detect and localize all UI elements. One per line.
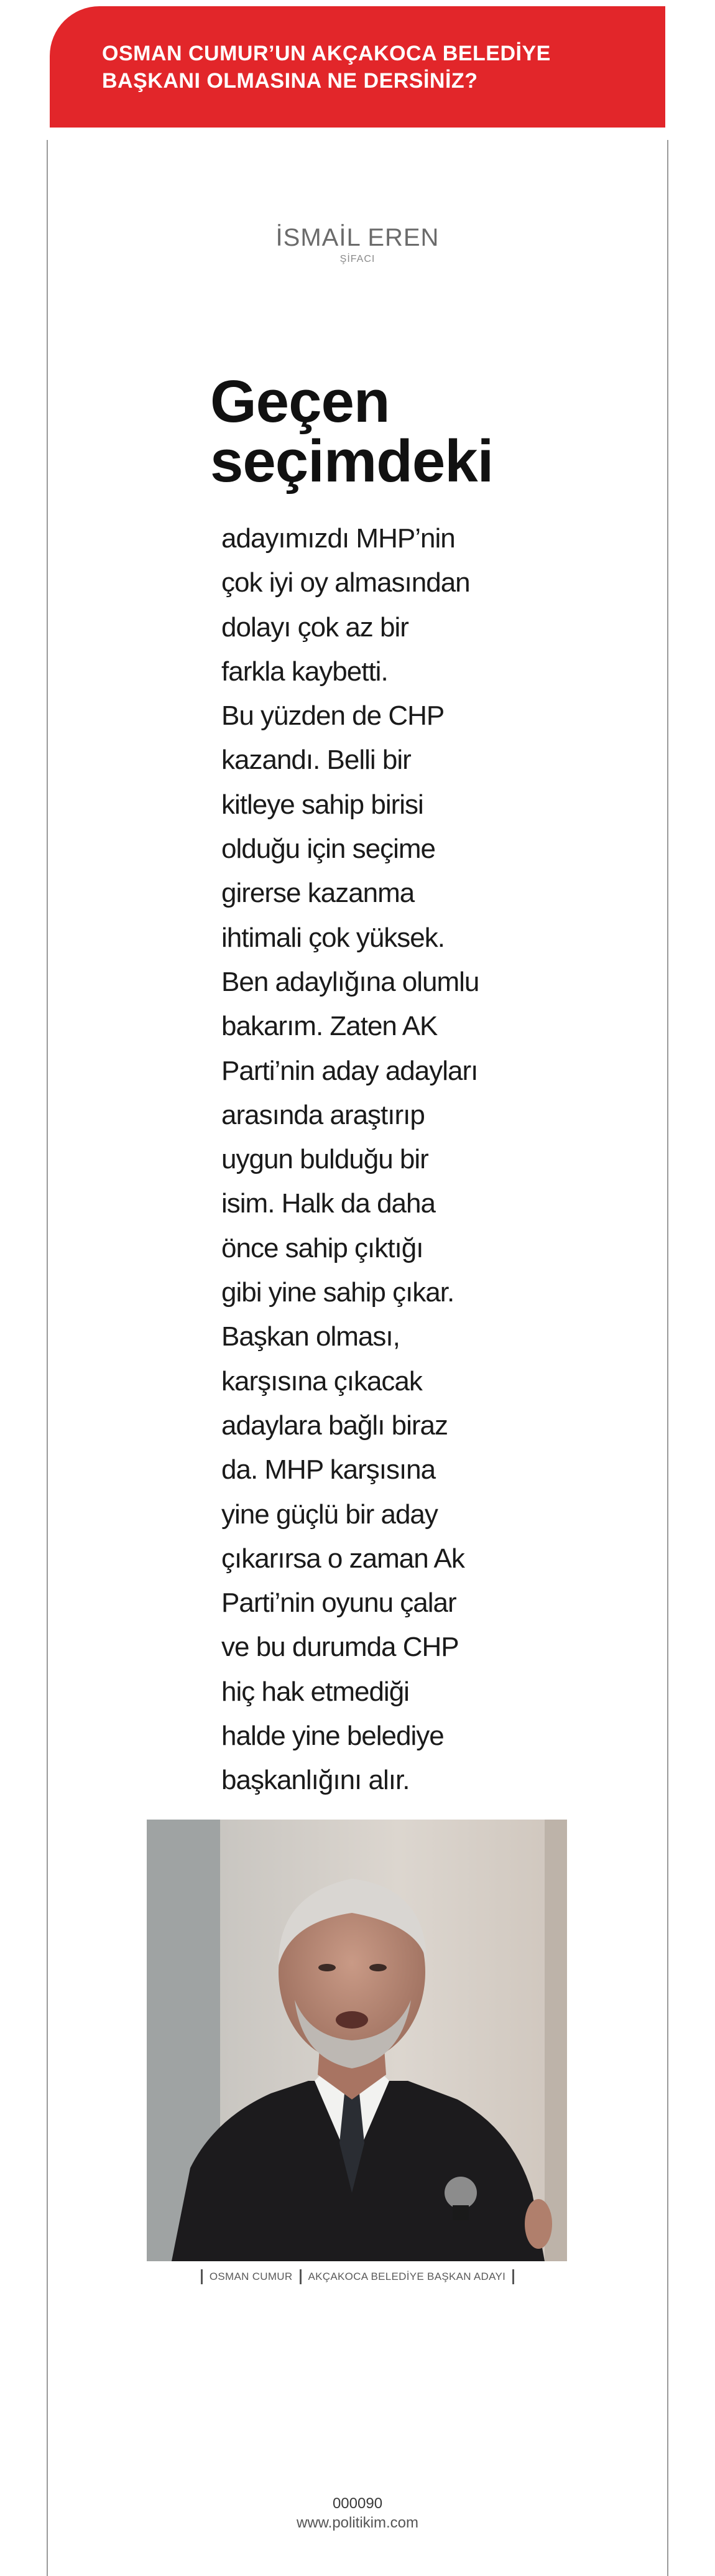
- body-line: çıkarırsa o zaman Ak: [221, 1543, 464, 1574]
- body-line: olduğu için seçime: [221, 834, 435, 865]
- body-line: girerse kazanma: [221, 878, 415, 909]
- page-number: 000090: [332, 2495, 383, 2512]
- body-line: gibi yine sahip çıkar.: [221, 1277, 454, 1308]
- photo-caption: [0, 2269, 715, 2284]
- body-line: başkanlığını alır.: [221, 1765, 410, 1796]
- body-line: önce sahip çıktığı: [221, 1232, 423, 1263]
- body-line: da. MHP karşısına: [221, 1454, 436, 1486]
- headline-line: seçimdeki: [210, 428, 494, 495]
- body-line: ihtimali çok yüksek.: [221, 922, 445, 953]
- author-name: İSMAİL EREN: [275, 224, 440, 251]
- frame-right-rule: [667, 140, 668, 2576]
- headline-banner: [50, 6, 665, 128]
- body-line: yine güçlü bir aday: [221, 1499, 438, 1530]
- body-line: Parti’nin oyunu çalar: [221, 1588, 456, 1619]
- author-role: ŞİFACI: [339, 254, 376, 264]
- website-link[interactable]: www.politikim.com: [296, 2514, 419, 2531]
- body-line: halde yine belediye: [221, 1721, 444, 1752]
- body-line: Parti’nin aday adayları: [221, 1055, 478, 1086]
- body-line: dolayı çok az bir: [221, 611, 408, 643]
- page-footer: [0, 2495, 715, 2533]
- body-line: Başkan olması,: [221, 1321, 400, 1352]
- body-line: kazandı. Belli bir: [221, 745, 411, 776]
- article-body: [221, 516, 495, 1803]
- body-line: bakarım. Zaten AK: [221, 1011, 438, 1042]
- banner-title: OSMAN CUMUR’UN AKÇAKOCA BELEDİYE BAŞKANI OLMASINA NE DERSİNİZ?: [102, 42, 551, 93]
- caption-divider: [512, 2269, 514, 2284]
- body-line: çok iyi oy almasından: [221, 567, 470, 598]
- body-line: uygun bulduğu bir: [221, 1144, 428, 1175]
- caption-name: OSMAN CUMUR: [209, 2271, 293, 2282]
- caption-title: AKÇAKOCA BELEDİYE BAŞKAN ADAYI: [308, 2271, 506, 2282]
- portrait-illustration: [147, 1820, 567, 2261]
- body-line: Ben adaylığına olumlu: [221, 966, 479, 997]
- body-line: kitleye sahip birisi: [221, 789, 423, 820]
- body-line: adaylara bağlı biraz: [221, 1410, 448, 1441]
- body-line: karşısına çıkacak: [221, 1365, 422, 1397]
- caption-divider: [201, 2269, 203, 2284]
- frame-left-rule: [47, 140, 48, 2576]
- body-line: farkla kaybetti.: [221, 656, 388, 687]
- body-line: arasında araştırıp: [221, 1099, 425, 1130]
- body-line: isim. Halk da daha: [221, 1188, 435, 1219]
- article-headline: [210, 368, 521, 495]
- portrait-photo: [147, 1820, 567, 2261]
- body-line: Bu yüzden de CHP: [221, 700, 445, 732]
- body-line: adayımızdı MHP’nin: [221, 523, 455, 554]
- caption-divider: [300, 2269, 302, 2284]
- body-line: hiç hak etmediği: [221, 1676, 409, 1707]
- author-block: [0, 223, 715, 265]
- headline-line: Geçen: [210, 368, 390, 435]
- body-line: ve bu durumda CHP: [221, 1632, 459, 1663]
